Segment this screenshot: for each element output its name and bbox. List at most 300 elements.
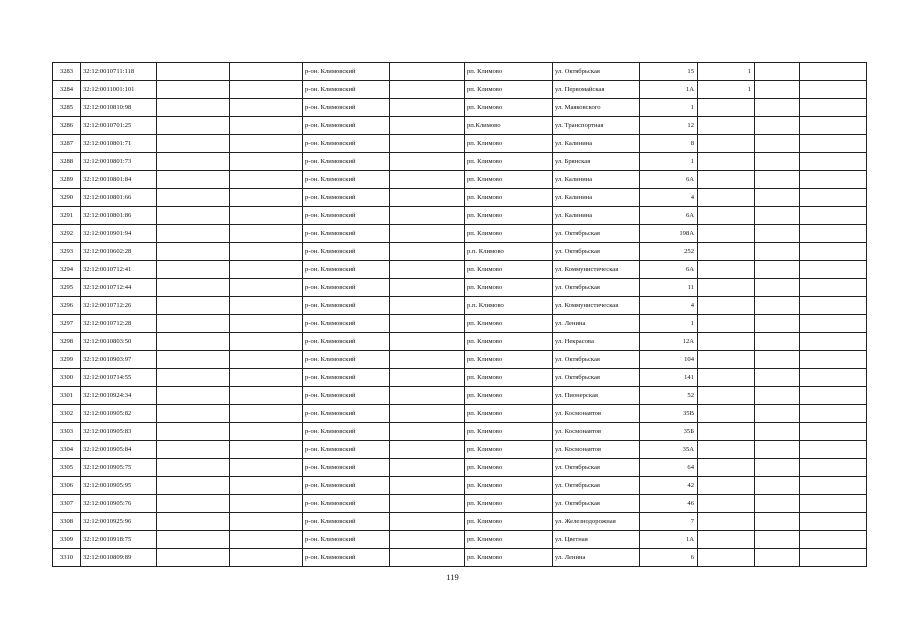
empty-cell: [230, 495, 303, 513]
table-row: [53, 117, 867, 135]
district-cell: р-он. Климовский: [303, 189, 390, 207]
empty-cell: [755, 441, 800, 459]
empty-cell: [755, 243, 800, 261]
empty-cell: [800, 531, 867, 549]
empty-cell: [390, 549, 465, 567]
table-row: [53, 171, 867, 189]
extra-value-cell: 1: [698, 63, 755, 81]
house-number-cell: 1А: [640, 81, 698, 99]
cadastral-number-cell: 32:12:0010801:84: [81, 171, 157, 189]
page-number: 119: [446, 572, 459, 582]
empty-cell: [230, 387, 303, 405]
settlement-cell: рп. Климово: [465, 441, 553, 459]
empty-cell: [230, 171, 303, 189]
table-row: [53, 531, 867, 549]
empty-cell: [800, 495, 867, 513]
table-row: [53, 207, 867, 225]
house-number-cell: 15: [640, 63, 698, 81]
empty-cell: [390, 351, 465, 369]
row-number-cell: 3288: [53, 153, 81, 171]
district-cell: р-он. Климовский: [303, 117, 390, 135]
empty-cell: [230, 81, 303, 99]
table-row: [53, 477, 867, 495]
empty-cell: [755, 513, 800, 531]
empty-cell: [390, 135, 465, 153]
settlement-cell: рп. Климово: [465, 261, 553, 279]
settlement-cell: рп. Климово: [465, 135, 553, 153]
settlement-cell: рп. Климово: [465, 351, 553, 369]
empty-cell: [755, 423, 800, 441]
empty-cell: [800, 243, 867, 261]
table-row: [53, 333, 867, 351]
empty-cell: [800, 99, 867, 117]
table-row: [53, 135, 867, 153]
cadastral-number-cell: 32:12:0010801:73: [81, 153, 157, 171]
settlement-cell: рп. Климово: [465, 153, 553, 171]
extra-value-cell: [698, 477, 755, 495]
district-cell: р-он. Климовский: [303, 387, 390, 405]
empty-cell: [755, 297, 800, 315]
settlement-cell: рп. Климово: [465, 171, 553, 189]
district-cell: р-он. Климовский: [303, 99, 390, 117]
empty-cell: [390, 153, 465, 171]
extra-value-cell: [698, 189, 755, 207]
table-row: [53, 495, 867, 513]
empty-cell: [157, 189, 230, 207]
table-row: [53, 225, 867, 243]
house-number-cell: 4: [640, 189, 698, 207]
row-number-cell: 3293: [53, 243, 81, 261]
street-cell: ул. Первомайская: [553, 81, 640, 99]
empty-cell: [390, 207, 465, 225]
settlement-cell: рп. Климово: [465, 63, 553, 81]
empty-cell: [800, 441, 867, 459]
district-cell: р-он. Климовский: [303, 351, 390, 369]
row-number-cell: 3308: [53, 513, 81, 531]
house-number-cell: 6А: [640, 207, 698, 225]
extra-value-cell: [698, 459, 755, 477]
extra-value-cell: [698, 441, 755, 459]
table-row: [53, 549, 867, 567]
empty-cell: [755, 189, 800, 207]
empty-cell: [755, 369, 800, 387]
house-number-cell: 7: [640, 513, 698, 531]
empty-cell: [230, 225, 303, 243]
empty-cell: [800, 153, 867, 171]
empty-cell: [230, 117, 303, 135]
street-cell: ул. Ленина: [553, 549, 640, 567]
row-number-cell: 3290: [53, 189, 81, 207]
empty-cell: [390, 81, 465, 99]
extra-value-cell: [698, 387, 755, 405]
district-cell: р-он. Климовский: [303, 315, 390, 333]
extra-value-cell: [698, 549, 755, 567]
empty-cell: [390, 99, 465, 117]
extra-value-cell: [698, 531, 755, 549]
property-table: [52, 62, 867, 567]
cadastral-number-cell: 32:12:0010801:66: [81, 189, 157, 207]
empty-cell: [800, 297, 867, 315]
cadastral-number-cell: 32:12:0010905:82: [81, 405, 157, 423]
street-cell: ул. Космонавтов: [553, 423, 640, 441]
empty-cell: [390, 225, 465, 243]
house-number-cell: 6А: [640, 261, 698, 279]
street-cell: ул. Маяковского: [553, 99, 640, 117]
district-cell: р-он. Климовский: [303, 495, 390, 513]
extra-value-cell: [698, 405, 755, 423]
empty-cell: [230, 207, 303, 225]
row-number-cell: 3300: [53, 369, 81, 387]
table-row: [53, 513, 867, 531]
settlement-cell: рп. Климово: [465, 549, 553, 567]
empty-cell: [390, 369, 465, 387]
cadastral-number-cell: 32:12:0010712:28: [81, 315, 157, 333]
empty-cell: [390, 117, 465, 135]
house-number-cell: 12А: [640, 333, 698, 351]
house-number-cell: 1А: [640, 531, 698, 549]
house-number-cell: 1: [640, 153, 698, 171]
extra-value-cell: [698, 135, 755, 153]
empty-cell: [755, 549, 800, 567]
empty-cell: [390, 189, 465, 207]
extra-value-cell: [698, 369, 755, 387]
empty-cell: [800, 81, 867, 99]
street-cell: ул. Октябрьская: [553, 477, 640, 495]
table-row: [53, 297, 867, 315]
extra-value-cell: [698, 423, 755, 441]
settlement-cell: рп. Климово: [465, 279, 553, 297]
cadastral-number-cell: 32:12:0010905:95: [81, 477, 157, 495]
empty-cell: [230, 153, 303, 171]
settlement-cell: рп. Климово: [465, 459, 553, 477]
empty-cell: [755, 477, 800, 495]
settlement-cell: рп. Климово: [465, 189, 553, 207]
empty-cell: [157, 387, 230, 405]
extra-value-cell: [698, 171, 755, 189]
house-number-cell: 35В: [640, 405, 698, 423]
cadastral-number-cell: 32:12:0010905:83: [81, 423, 157, 441]
district-cell: р-он. Климовский: [303, 441, 390, 459]
empty-cell: [230, 423, 303, 441]
house-number-cell: 141: [640, 369, 698, 387]
district-cell: р-он. Климовский: [303, 531, 390, 549]
house-number-cell: 12: [640, 117, 698, 135]
empty-cell: [390, 261, 465, 279]
table-row: [53, 279, 867, 297]
settlement-cell: рп. Климово: [465, 423, 553, 441]
extra-value-cell: [698, 333, 755, 351]
cadastral-number-cell: 32:12:0010712:41: [81, 261, 157, 279]
settlement-cell: рп. Климово: [465, 99, 553, 117]
extra-value-cell: [698, 153, 755, 171]
cadastral-number-cell: 32:12:0010905:84: [81, 441, 157, 459]
row-number-cell: 3305: [53, 459, 81, 477]
empty-cell: [157, 207, 230, 225]
cadastral-number-cell: 32:12:0011001:101: [81, 81, 157, 99]
row-number-cell: 3284: [53, 81, 81, 99]
empty-cell: [755, 387, 800, 405]
cadastral-number-cell: 32:12:0010809:89: [81, 549, 157, 567]
settlement-cell: рп. Климово: [465, 333, 553, 351]
district-cell: р-он. Климовский: [303, 297, 390, 315]
table-row: [53, 459, 867, 477]
settlement-cell: рп. Климово: [465, 81, 553, 99]
street-cell: ул. Пионерская: [553, 387, 640, 405]
table-row: [53, 243, 867, 261]
empty-cell: [800, 261, 867, 279]
table-row: [53, 405, 867, 423]
empty-cell: [390, 423, 465, 441]
house-number-cell: 6А: [640, 171, 698, 189]
street-cell: ул. Октябрьская: [553, 279, 640, 297]
empty-cell: [157, 531, 230, 549]
empty-cell: [800, 459, 867, 477]
street-cell: ул. Калинина: [553, 135, 640, 153]
settlement-cell: рп. Климово: [465, 531, 553, 549]
table-row: [53, 369, 867, 387]
settlement-cell: рп. Климово: [465, 477, 553, 495]
table-row: [53, 153, 867, 171]
cadastral-number-cell: 32:12:0010903:97: [81, 351, 157, 369]
empty-cell: [800, 405, 867, 423]
district-cell: р-он. Климовский: [303, 243, 390, 261]
empty-cell: [755, 99, 800, 117]
empty-cell: [755, 81, 800, 99]
empty-cell: [390, 279, 465, 297]
house-number-cell: 64: [640, 459, 698, 477]
cadastral-number-cell: 32:12:0010712:26: [81, 297, 157, 315]
table-row: [53, 189, 867, 207]
cadastral-number-cell: 32:12:0010924:34: [81, 387, 157, 405]
empty-cell: [230, 369, 303, 387]
empty-cell: [157, 63, 230, 81]
empty-cell: [157, 261, 230, 279]
house-number-cell: 42: [640, 477, 698, 495]
settlement-cell: рп. Климово: [465, 369, 553, 387]
extra-value-cell: [698, 297, 755, 315]
empty-cell: [157, 333, 230, 351]
cadastral-number-cell: 32:12:0010905:75: [81, 459, 157, 477]
extra-value-cell: [698, 261, 755, 279]
empty-cell: [755, 495, 800, 513]
house-number-cell: 104: [640, 351, 698, 369]
table-row: [53, 99, 867, 117]
cadastral-number-cell: 32:12:0010711:118: [81, 63, 157, 81]
empty-cell: [157, 495, 230, 513]
empty-cell: [800, 387, 867, 405]
street-cell: ул. Октябрьская: [553, 63, 640, 81]
street-cell: ул. Октябрьская: [553, 225, 640, 243]
row-number-cell: 3303: [53, 423, 81, 441]
extra-value-cell: [698, 495, 755, 513]
empty-cell: [800, 225, 867, 243]
row-number-cell: 3286: [53, 117, 81, 135]
empty-cell: [755, 531, 800, 549]
row-number-cell: 3289: [53, 171, 81, 189]
table-row: [53, 261, 867, 279]
empty-cell: [800, 549, 867, 567]
empty-cell: [157, 99, 230, 117]
row-number-cell: 3291: [53, 207, 81, 225]
district-cell: р-он. Климовский: [303, 135, 390, 153]
empty-cell: [390, 495, 465, 513]
street-cell: ул. Цветная: [553, 531, 640, 549]
empty-cell: [390, 171, 465, 189]
street-cell: ул. Некрасова: [553, 333, 640, 351]
row-number-cell: 3283: [53, 63, 81, 81]
district-cell: р-он. Климовский: [303, 477, 390, 495]
empty-cell: [800, 279, 867, 297]
row-number-cell: 3287: [53, 135, 81, 153]
street-cell: ул. Октябрьская: [553, 369, 640, 387]
empty-cell: [800, 513, 867, 531]
district-cell: р-он. Климовский: [303, 207, 390, 225]
empty-cell: [390, 315, 465, 333]
street-cell: ул. Октябрьская: [553, 459, 640, 477]
street-cell: ул. Космонавтов: [553, 405, 640, 423]
empty-cell: [230, 243, 303, 261]
row-number-cell: 3306: [53, 477, 81, 495]
empty-cell: [755, 333, 800, 351]
empty-cell: [230, 477, 303, 495]
empty-cell: [230, 135, 303, 153]
empty-cell: [157, 513, 230, 531]
empty-cell: [157, 243, 230, 261]
house-number-cell: 1: [640, 99, 698, 117]
house-number-cell: 11: [640, 279, 698, 297]
cadastral-number-cell: 32:12:0010714:55: [81, 369, 157, 387]
empty-cell: [230, 261, 303, 279]
cadastral-number-cell: 32:12:0010803:50: [81, 333, 157, 351]
row-number-cell: 3298: [53, 333, 81, 351]
empty-cell: [157, 441, 230, 459]
settlement-cell: р.п. Климово: [465, 243, 553, 261]
district-cell: р-он. Климовский: [303, 63, 390, 81]
empty-cell: [390, 243, 465, 261]
table-row: [53, 315, 867, 333]
empty-cell: [157, 369, 230, 387]
table-row: [53, 441, 867, 459]
empty-cell: [230, 531, 303, 549]
house-number-cell: 1: [640, 315, 698, 333]
empty-cell: [390, 297, 465, 315]
street-cell: ул. Ленина: [553, 315, 640, 333]
street-cell: ул. Коммунистическая: [553, 297, 640, 315]
empty-cell: [230, 279, 303, 297]
empty-cell: [157, 225, 230, 243]
empty-cell: [230, 63, 303, 81]
empty-cell: [755, 153, 800, 171]
empty-cell: [800, 333, 867, 351]
row-number-cell: 3307: [53, 495, 81, 513]
table-body: [53, 63, 867, 567]
cadastral-number-cell: 32:12:0010701:25: [81, 117, 157, 135]
district-cell: р-он. Климовский: [303, 153, 390, 171]
cadastral-number-cell: 32:12:0010810:98: [81, 99, 157, 117]
cadastral-number-cell: 32:12:0010801:86: [81, 207, 157, 225]
district-cell: р-он. Климовский: [303, 549, 390, 567]
settlement-cell: р.п. Климово: [465, 297, 553, 315]
district-cell: р-он. Климовский: [303, 459, 390, 477]
row-number-cell: 3297: [53, 315, 81, 333]
street-cell: ул. Октябрьская: [553, 351, 640, 369]
empty-cell: [755, 117, 800, 135]
cadastral-number-cell: 32:12:0010925:96: [81, 513, 157, 531]
empty-cell: [157, 549, 230, 567]
empty-cell: [755, 225, 800, 243]
empty-cell: [800, 477, 867, 495]
house-number-cell: 252: [640, 243, 698, 261]
empty-cell: [157, 135, 230, 153]
settlement-cell: рп. Климово: [465, 513, 553, 531]
empty-cell: [800, 63, 867, 81]
house-number-cell: 35Б: [640, 423, 698, 441]
empty-cell: [157, 315, 230, 333]
settlement-cell: рп. Климово: [465, 405, 553, 423]
empty-cell: [230, 459, 303, 477]
house-number-cell: 198А: [640, 225, 698, 243]
empty-cell: [157, 279, 230, 297]
district-cell: р-он. Климовский: [303, 261, 390, 279]
empty-cell: [800, 207, 867, 225]
empty-cell: [800, 369, 867, 387]
empty-cell: [390, 441, 465, 459]
empty-cell: [800, 351, 867, 369]
table-row: [53, 423, 867, 441]
extra-value-cell: 1: [698, 81, 755, 99]
district-cell: р-он. Климовский: [303, 423, 390, 441]
empty-cell: [390, 459, 465, 477]
settlement-cell: рп. Климово: [465, 315, 553, 333]
cadastral-number-cell: 32:12:0010905:76: [81, 495, 157, 513]
empty-cell: [157, 423, 230, 441]
empty-cell: [390, 531, 465, 549]
empty-cell: [755, 279, 800, 297]
empty-cell: [230, 513, 303, 531]
district-cell: р-он. Климовский: [303, 171, 390, 189]
street-cell: ул. Транспортная: [553, 117, 640, 135]
empty-cell: [755, 171, 800, 189]
empty-cell: [755, 351, 800, 369]
table-row: [53, 387, 867, 405]
settlement-cell: рп. Климово: [465, 495, 553, 513]
cadastral-number-cell: 32:12:0010712:44: [81, 279, 157, 297]
empty-cell: [390, 333, 465, 351]
empty-cell: [755, 315, 800, 333]
row-number-cell: 3285: [53, 99, 81, 117]
extra-value-cell: [698, 117, 755, 135]
extra-value-cell: [698, 225, 755, 243]
extra-value-cell: [698, 243, 755, 261]
extra-value-cell: [698, 99, 755, 117]
empty-cell: [230, 405, 303, 423]
row-number-cell: 3304: [53, 441, 81, 459]
street-cell: ул. Калинина: [553, 189, 640, 207]
empty-cell: [755, 405, 800, 423]
empty-cell: [755, 207, 800, 225]
district-cell: р-он. Климовский: [303, 279, 390, 297]
row-number-cell: 3310: [53, 549, 81, 567]
table-row: [53, 81, 867, 99]
cadastral-number-cell: 32:12:0010901:94: [81, 225, 157, 243]
empty-cell: [157, 477, 230, 495]
empty-cell: [230, 549, 303, 567]
district-cell: р-он. Климовский: [303, 225, 390, 243]
empty-cell: [157, 297, 230, 315]
district-cell: р-он. Климовский: [303, 81, 390, 99]
empty-cell: [800, 117, 867, 135]
table-row: [53, 63, 867, 81]
